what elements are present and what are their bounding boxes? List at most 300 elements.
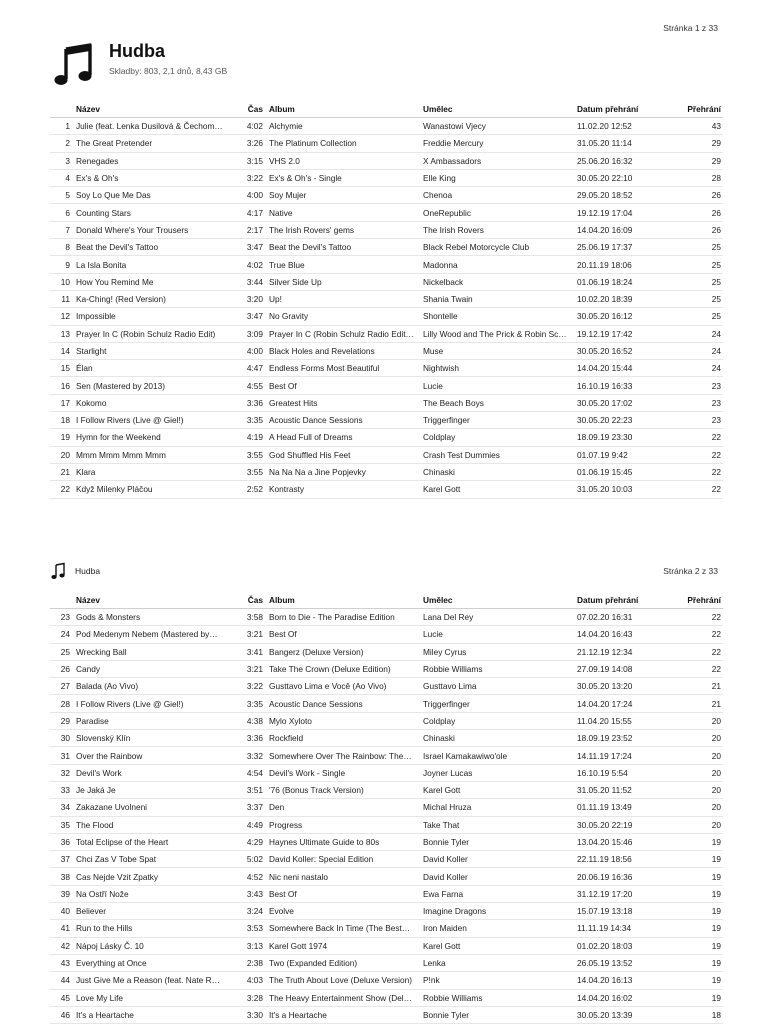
track-time: 3:41 xyxy=(242,643,265,660)
track-name: Over the Rainbow xyxy=(72,747,242,764)
track-artist: Miley Cyrus xyxy=(419,643,573,660)
track-date-played: 27.09.19 14:08 xyxy=(573,660,677,677)
table-row[interactable] xyxy=(50,747,723,764)
track-album: '76 (Bonus Track Version) xyxy=(265,781,419,798)
table-row[interactable] xyxy=(50,695,723,712)
track-date-played: 14.04.20 16:02 xyxy=(573,989,677,1006)
column-header-artist: Umělec xyxy=(419,100,573,118)
track-name: I Follow Rivers (Live @ Giel!) xyxy=(72,412,242,429)
table-row[interactable] xyxy=(50,954,723,971)
track-date-played: 19.12.19 17:04 xyxy=(573,204,677,221)
track-time: 4:38 xyxy=(242,712,265,729)
track-plays: 19 xyxy=(677,868,723,885)
track-plays: 19 xyxy=(677,885,723,902)
column-header-date-played: Datum přehrání xyxy=(573,591,677,609)
track-album: Native xyxy=(265,204,419,221)
track-artist: Coldplay xyxy=(419,712,573,729)
table-row[interactable] xyxy=(50,152,723,169)
track-number: 22 xyxy=(50,481,72,498)
column-header-name: Název xyxy=(72,100,242,118)
track-number: 43 xyxy=(50,954,72,971)
track-number: 35 xyxy=(50,816,72,833)
track-plays: 22 xyxy=(677,429,723,446)
tracks-table xyxy=(50,100,723,499)
table-row[interactable] xyxy=(50,256,723,273)
track-name: Devil's Work xyxy=(72,764,242,781)
track-artist: Nightwish xyxy=(419,360,573,377)
column-header-album: Album xyxy=(265,100,419,118)
track-time: 3:09 xyxy=(242,325,265,342)
track-number: 33 xyxy=(50,781,72,798)
track-date-played: 11.02.20 12:52 xyxy=(573,118,677,135)
track-artist: Muse xyxy=(419,342,573,359)
track-time: 3:47 xyxy=(242,308,265,325)
track-number: 19 xyxy=(50,429,72,446)
track-plays: 20 xyxy=(677,816,723,833)
column-header-plays: Přehrání xyxy=(677,100,723,118)
track-date-played: 01.06.19 18:24 xyxy=(573,273,677,290)
track-time: 4:17 xyxy=(242,204,265,221)
track-name: Renegades xyxy=(72,152,242,169)
track-album: Mylo Xyloto xyxy=(265,712,419,729)
table-row[interactable] xyxy=(50,833,723,850)
table-row[interactable] xyxy=(50,851,723,868)
track-date-played: 01.07.19 9:42 xyxy=(573,446,677,463)
track-date-played: 30.05.20 22:19 xyxy=(573,816,677,833)
track-name: Counting Stars xyxy=(72,204,242,221)
table-row[interactable] xyxy=(50,273,723,290)
track-plays: 25 xyxy=(677,290,723,307)
track-artist: Coldplay xyxy=(419,429,573,446)
track-time: 3:21 xyxy=(242,660,265,677)
table-row[interactable] xyxy=(50,221,723,238)
track-album: Rockfield xyxy=(265,730,419,747)
track-number: 3 xyxy=(50,152,72,169)
table-row[interactable] xyxy=(50,920,723,937)
track-number: 1 xyxy=(50,118,72,135)
track-album: Born to Die - The Paradise Edition xyxy=(265,609,419,626)
track-artist: Madonna xyxy=(419,256,573,273)
track-plays: 21 xyxy=(677,695,723,712)
track-plays: 22 xyxy=(677,463,723,480)
tracks-table xyxy=(50,591,723,1024)
table-row[interactable] xyxy=(50,118,723,135)
track-artist: Elle King xyxy=(419,169,573,186)
track-number: 28 xyxy=(50,695,72,712)
table-row[interactable] xyxy=(50,868,723,885)
table-row[interactable] xyxy=(50,660,723,677)
table-row[interactable] xyxy=(50,730,723,747)
track-plays: 20 xyxy=(677,730,723,747)
track-number: 18 xyxy=(50,412,72,429)
track-artist: Lucie xyxy=(419,377,573,394)
track-plays: 19 xyxy=(677,937,723,954)
track-album: God Shuffled His Feet xyxy=(265,446,419,463)
track-artist: P!nk xyxy=(419,972,573,989)
column-header-time: Čas xyxy=(242,591,265,609)
track-time: 3:44 xyxy=(242,273,265,290)
track-album: The Irish Rovers' gems xyxy=(265,221,419,238)
track-artist: X Ambassadors xyxy=(419,152,573,169)
track-date-played: 30.05.20 16:52 xyxy=(573,342,677,359)
track-plays: 43 xyxy=(677,118,723,135)
track-name: Klara xyxy=(72,463,242,480)
track-time: 3:21 xyxy=(242,626,265,643)
track-time: 3:36 xyxy=(242,730,265,747)
track-album: A Head Full of Dreams xyxy=(265,429,419,446)
table-row[interactable] xyxy=(50,429,723,446)
track-plays: 26 xyxy=(677,204,723,221)
track-time: 4:29 xyxy=(242,833,265,850)
track-plays: 23 xyxy=(677,394,723,411)
table-header-row xyxy=(50,591,723,609)
track-artist: Chinaski xyxy=(419,463,573,480)
track-name: Nápoj Lásky Č. 10 xyxy=(72,937,242,954)
track-date-played: 18.09.19 23:52 xyxy=(573,730,677,747)
track-time: 3:22 xyxy=(242,169,265,186)
table-row[interactable] xyxy=(50,290,723,307)
track-number: 24 xyxy=(50,626,72,643)
track-name: La Isla Bonita xyxy=(72,256,242,273)
music-note-icon xyxy=(50,41,98,89)
track-artist: Karel Gott xyxy=(419,781,573,798)
track-name: Je Jaká Je xyxy=(72,781,242,798)
track-name: Na Ostří Nože xyxy=(72,885,242,902)
track-name: Everything at Once xyxy=(72,954,242,971)
track-name: Sen (Mastered by 2013) xyxy=(72,377,242,394)
track-album: Devil's Work - Single xyxy=(265,764,419,781)
track-album: Beat the Devil's Tattoo xyxy=(265,239,419,256)
track-album: Haynes Ultimate Guide to 80s xyxy=(265,833,419,850)
track-artist: Iron Maiden xyxy=(419,920,573,937)
track-date-played: 11.11.19 14:34 xyxy=(573,920,677,937)
table-row[interactable] xyxy=(50,816,723,833)
page-title: Hudba xyxy=(75,566,101,576)
track-number: 2 xyxy=(50,135,72,152)
track-name: Donald Where's Your Trousers xyxy=(72,221,242,238)
track-album: Progress xyxy=(265,816,419,833)
track-album: Nic neni nastalo xyxy=(265,868,419,885)
tracks-table-body xyxy=(50,118,723,499)
page-indicator: Stránka 2 z 33 xyxy=(663,566,718,576)
track-album: Endless Forms Most Beautiful xyxy=(265,360,419,377)
track-time: 4:47 xyxy=(242,360,265,377)
track-album: Na Na Na a Jine Popjevky xyxy=(265,463,419,480)
table-row[interactable] xyxy=(50,799,723,816)
track-plays: 22 xyxy=(677,660,723,677)
track-date-played: 14.11.19 17:24 xyxy=(573,747,677,764)
track-date-played: 31.05.20 11:52 xyxy=(573,781,677,798)
track-artist: Joyner Lucas xyxy=(419,764,573,781)
track-number: 13 xyxy=(50,325,72,342)
track-album: Somewhere Back In Time (The Best… xyxy=(265,920,419,937)
track-time: 3:43 xyxy=(242,885,265,902)
track-plays: 20 xyxy=(677,747,723,764)
track-time: 3:32 xyxy=(242,747,265,764)
track-name: The Great Pretender xyxy=(72,135,242,152)
track-album: Silver Side Up xyxy=(265,273,419,290)
track-time: 3:35 xyxy=(242,695,265,712)
track-album: Evolve xyxy=(265,903,419,920)
track-number: 7 xyxy=(50,221,72,238)
track-name: Just Give Me a Reason (feat. Nate R… xyxy=(72,972,242,989)
track-name: Soy Lo Que Me Das xyxy=(72,187,242,204)
track-name: Cas Nejde Vzit Zpatky xyxy=(72,868,242,885)
track-plays: 20 xyxy=(677,799,723,816)
track-name: Slovenský Klín xyxy=(72,730,242,747)
track-plays: 29 xyxy=(677,135,723,152)
track-name: Gods & Monsters xyxy=(72,609,242,626)
track-name: Love My Life xyxy=(72,989,242,1006)
table-row[interactable] xyxy=(50,204,723,221)
track-number: 32 xyxy=(50,764,72,781)
table-header-row xyxy=(50,100,723,118)
track-album: Karel Gott 1974 xyxy=(265,937,419,954)
track-number: 11 xyxy=(50,290,72,307)
track-number: 44 xyxy=(50,972,72,989)
track-artist: Lenka xyxy=(419,954,573,971)
table-row[interactable] xyxy=(50,394,723,411)
track-number: 5 xyxy=(50,187,72,204)
table-row[interactable] xyxy=(50,643,723,660)
track-plays: 24 xyxy=(677,325,723,342)
track-plays: 22 xyxy=(677,446,723,463)
track-album: Best Of xyxy=(265,626,419,643)
track-number: 10 xyxy=(50,273,72,290)
table-row[interactable] xyxy=(50,360,723,377)
track-date-played: 16.10.19 5:54 xyxy=(573,764,677,781)
track-number: 42 xyxy=(50,937,72,954)
track-date-played: 22.11.19 18:56 xyxy=(573,851,677,868)
track-album: VHS 2.0 xyxy=(265,152,419,169)
track-date-played: 01.11.19 13:49 xyxy=(573,799,677,816)
track-artist: Chinaski xyxy=(419,730,573,747)
table-row[interactable] xyxy=(50,481,723,498)
track-album: Soy Mujer xyxy=(265,187,419,204)
table-row[interactable] xyxy=(50,377,723,394)
page-indicator: Stránka 1 z 33 xyxy=(663,23,718,33)
track-date-played: 20.11.19 18:06 xyxy=(573,256,677,273)
track-name: Chci Zas V Tobe Spat xyxy=(72,851,242,868)
track-number: 38 xyxy=(50,868,72,885)
table-row[interactable] xyxy=(50,885,723,902)
track-name: Kokomo xyxy=(72,394,242,411)
track-time: 3:20 xyxy=(242,290,265,307)
track-date-played: 21.12.19 12:34 xyxy=(573,643,677,660)
track-number: 4 xyxy=(50,169,72,186)
track-artist: OneRepublic xyxy=(419,204,573,221)
track-artist: The Beach Boys xyxy=(419,394,573,411)
track-name: Hymn for the Weekend xyxy=(72,429,242,446)
track-name: Ex's & Oh's xyxy=(72,169,242,186)
track-artist: Gusttavo Lima xyxy=(419,678,573,695)
track-date-played: 14.04.20 16:09 xyxy=(573,221,677,238)
track-name: Believer xyxy=(72,903,242,920)
track-artist: David Koller xyxy=(419,851,573,868)
table-row[interactable] xyxy=(50,169,723,186)
track-artist: Imagine Dragons xyxy=(419,903,573,920)
track-number: 31 xyxy=(50,747,72,764)
table-row[interactable] xyxy=(50,135,723,152)
track-number: 8 xyxy=(50,239,72,256)
track-album: Best Of xyxy=(265,885,419,902)
track-time: 4:19 xyxy=(242,429,265,446)
track-artist: Shania Twain xyxy=(419,290,573,307)
table-row[interactable] xyxy=(50,972,723,989)
track-album: Acoustic Dance Sessions xyxy=(265,695,419,712)
track-date-played: 31.05.20 11:14 xyxy=(573,135,677,152)
track-name: Když Milenky Pláčou xyxy=(72,481,242,498)
track-plays: 26 xyxy=(677,187,723,204)
table-row[interactable] xyxy=(50,678,723,695)
track-artist: Robbie Williams xyxy=(419,989,573,1006)
table-row[interactable] xyxy=(50,609,723,626)
table-row[interactable] xyxy=(50,937,723,954)
track-name: I Follow Rivers (Live @ Giel!) xyxy=(72,695,242,712)
track-name: It's a Heartache xyxy=(72,1006,242,1023)
track-time: 3:24 xyxy=(242,903,265,920)
table-row[interactable] xyxy=(50,187,723,204)
track-date-played: 30.05.20 13:39 xyxy=(573,1006,677,1023)
table-row[interactable] xyxy=(50,764,723,781)
track-name: Balada (Ao Vivo) xyxy=(72,678,242,695)
track-date-played: 29.05.20 18:52 xyxy=(573,187,677,204)
track-time: 3:35 xyxy=(242,412,265,429)
track-artist: Karel Gott xyxy=(419,481,573,498)
track-number: 12 xyxy=(50,308,72,325)
table-row[interactable] xyxy=(50,626,723,643)
track-time: 3:30 xyxy=(242,1006,265,1023)
table-row[interactable] xyxy=(50,446,723,463)
music-note-icon xyxy=(50,562,66,580)
track-plays: 19 xyxy=(677,989,723,1006)
column-header-number xyxy=(50,100,72,118)
table-row[interactable] xyxy=(50,412,723,429)
track-time: 3:53 xyxy=(242,920,265,937)
track-date-played: 19.12.19 17:42 xyxy=(573,325,677,342)
track-time: 2:38 xyxy=(242,954,265,971)
track-plays: 19 xyxy=(677,954,723,971)
track-plays: 19 xyxy=(677,833,723,850)
track-time: 2:17 xyxy=(242,221,265,238)
track-plays: 22 xyxy=(677,643,723,660)
track-date-played: 01.02.20 18:03 xyxy=(573,937,677,954)
track-date-played: 14.04.20 17:24 xyxy=(573,695,677,712)
track-artist: Triggerfinger xyxy=(419,412,573,429)
track-time: 5:02 xyxy=(242,851,265,868)
column-header-artist: Umělec xyxy=(419,591,573,609)
track-date-played: 25.06.19 17:37 xyxy=(573,239,677,256)
track-album: The Platinum Collection xyxy=(265,135,419,152)
track-plays: 26 xyxy=(677,221,723,238)
track-number: 26 xyxy=(50,660,72,677)
track-artist: Michal Hruza xyxy=(419,799,573,816)
track-name: Total Eclipse of the Heart xyxy=(72,833,242,850)
table-row[interactable] xyxy=(50,989,723,1006)
track-time: 4:52 xyxy=(242,868,265,885)
track-date-played: 31.12.19 17:20 xyxy=(573,885,677,902)
track-plays: 25 xyxy=(677,273,723,290)
table-row[interactable] xyxy=(50,781,723,798)
track-time: 4:55 xyxy=(242,377,265,394)
track-number: 6 xyxy=(50,204,72,221)
track-artist: Crash Test Dummies xyxy=(419,446,573,463)
track-artist: Lana Del Rey xyxy=(419,609,573,626)
track-name: Run to the Hills xyxy=(72,920,242,937)
tracks-table-body xyxy=(50,609,723,1024)
track-time: 2:52 xyxy=(242,481,265,498)
track-album: True Blue xyxy=(265,256,419,273)
track-plays: 20 xyxy=(677,781,723,798)
column-header-name: Název xyxy=(72,591,242,609)
table-row[interactable] xyxy=(50,325,723,342)
track-time: 3:28 xyxy=(242,989,265,1006)
table-row[interactable] xyxy=(50,342,723,359)
track-name: Beat the Devil's Tattoo xyxy=(72,239,242,256)
column-header-album: Album xyxy=(265,591,419,609)
table-row[interactable] xyxy=(50,239,723,256)
track-artist: The Irish Rovers xyxy=(419,221,573,238)
track-artist: Triggerfinger xyxy=(419,695,573,712)
track-name: Mmm Mmm Mmm Mmm xyxy=(72,446,242,463)
track-date-played: 25.06.20 16:32 xyxy=(573,152,677,169)
column-header-date-played: Datum přehrání xyxy=(573,100,677,118)
track-number: 25 xyxy=(50,643,72,660)
track-date-played: 14.04.20 15:44 xyxy=(573,360,677,377)
track-name: Pod Medenym Nebem (Mastered by… xyxy=(72,626,242,643)
track-plays: 22 xyxy=(677,481,723,498)
track-artist: Black Rebel Motorcycle Club xyxy=(419,239,573,256)
track-time: 3:15 xyxy=(242,152,265,169)
track-name: Zakazane Uvolneni xyxy=(72,799,242,816)
table-row[interactable] xyxy=(50,1006,723,1023)
track-plays: 29 xyxy=(677,152,723,169)
track-name: Ka-Ching! (Red Version) xyxy=(72,290,242,307)
track-date-played: 30.05.20 13:20 xyxy=(573,678,677,695)
track-time: 4:49 xyxy=(242,816,265,833)
track-number: 9 xyxy=(50,256,72,273)
track-album: Prayer In C (Robin Schulz Radio Edit… xyxy=(265,325,419,342)
track-artist: Karel Gott xyxy=(419,937,573,954)
track-plays: 24 xyxy=(677,360,723,377)
track-plays: 24 xyxy=(677,342,723,359)
track-time: 3:51 xyxy=(242,781,265,798)
track-date-played: 14.04.20 16:13 xyxy=(573,972,677,989)
track-artist: Bonnie Tyler xyxy=(419,1006,573,1023)
table-row[interactable] xyxy=(50,463,723,480)
track-date-played: 11.04.20 15:55 xyxy=(573,712,677,729)
track-artist: Lucie xyxy=(419,626,573,643)
track-date-played: 07.02.20 16:31 xyxy=(573,609,677,626)
track-album: Black Holes and Revelations xyxy=(265,342,419,359)
track-plays: 21 xyxy=(677,678,723,695)
track-album: Den xyxy=(265,799,419,816)
track-date-played: 18.09.19 23:30 xyxy=(573,429,677,446)
table-row[interactable] xyxy=(50,712,723,729)
track-artist: Nickelback xyxy=(419,273,573,290)
track-artist: David Koller xyxy=(419,868,573,885)
track-time: 3:55 xyxy=(242,446,265,463)
track-plays: 19 xyxy=(677,972,723,989)
track-name: Prayer In C (Robin Schulz Radio Edit) xyxy=(72,325,242,342)
track-date-played: 14.04.20 16:43 xyxy=(573,626,677,643)
track-plays: 23 xyxy=(677,412,723,429)
table-row[interactable] xyxy=(50,903,723,920)
track-album: Somewhere Over The Rainbow: The… xyxy=(265,747,419,764)
track-number: 17 xyxy=(50,394,72,411)
track-date-played: 30.05.20 17:02 xyxy=(573,394,677,411)
table-row[interactable] xyxy=(50,308,723,325)
